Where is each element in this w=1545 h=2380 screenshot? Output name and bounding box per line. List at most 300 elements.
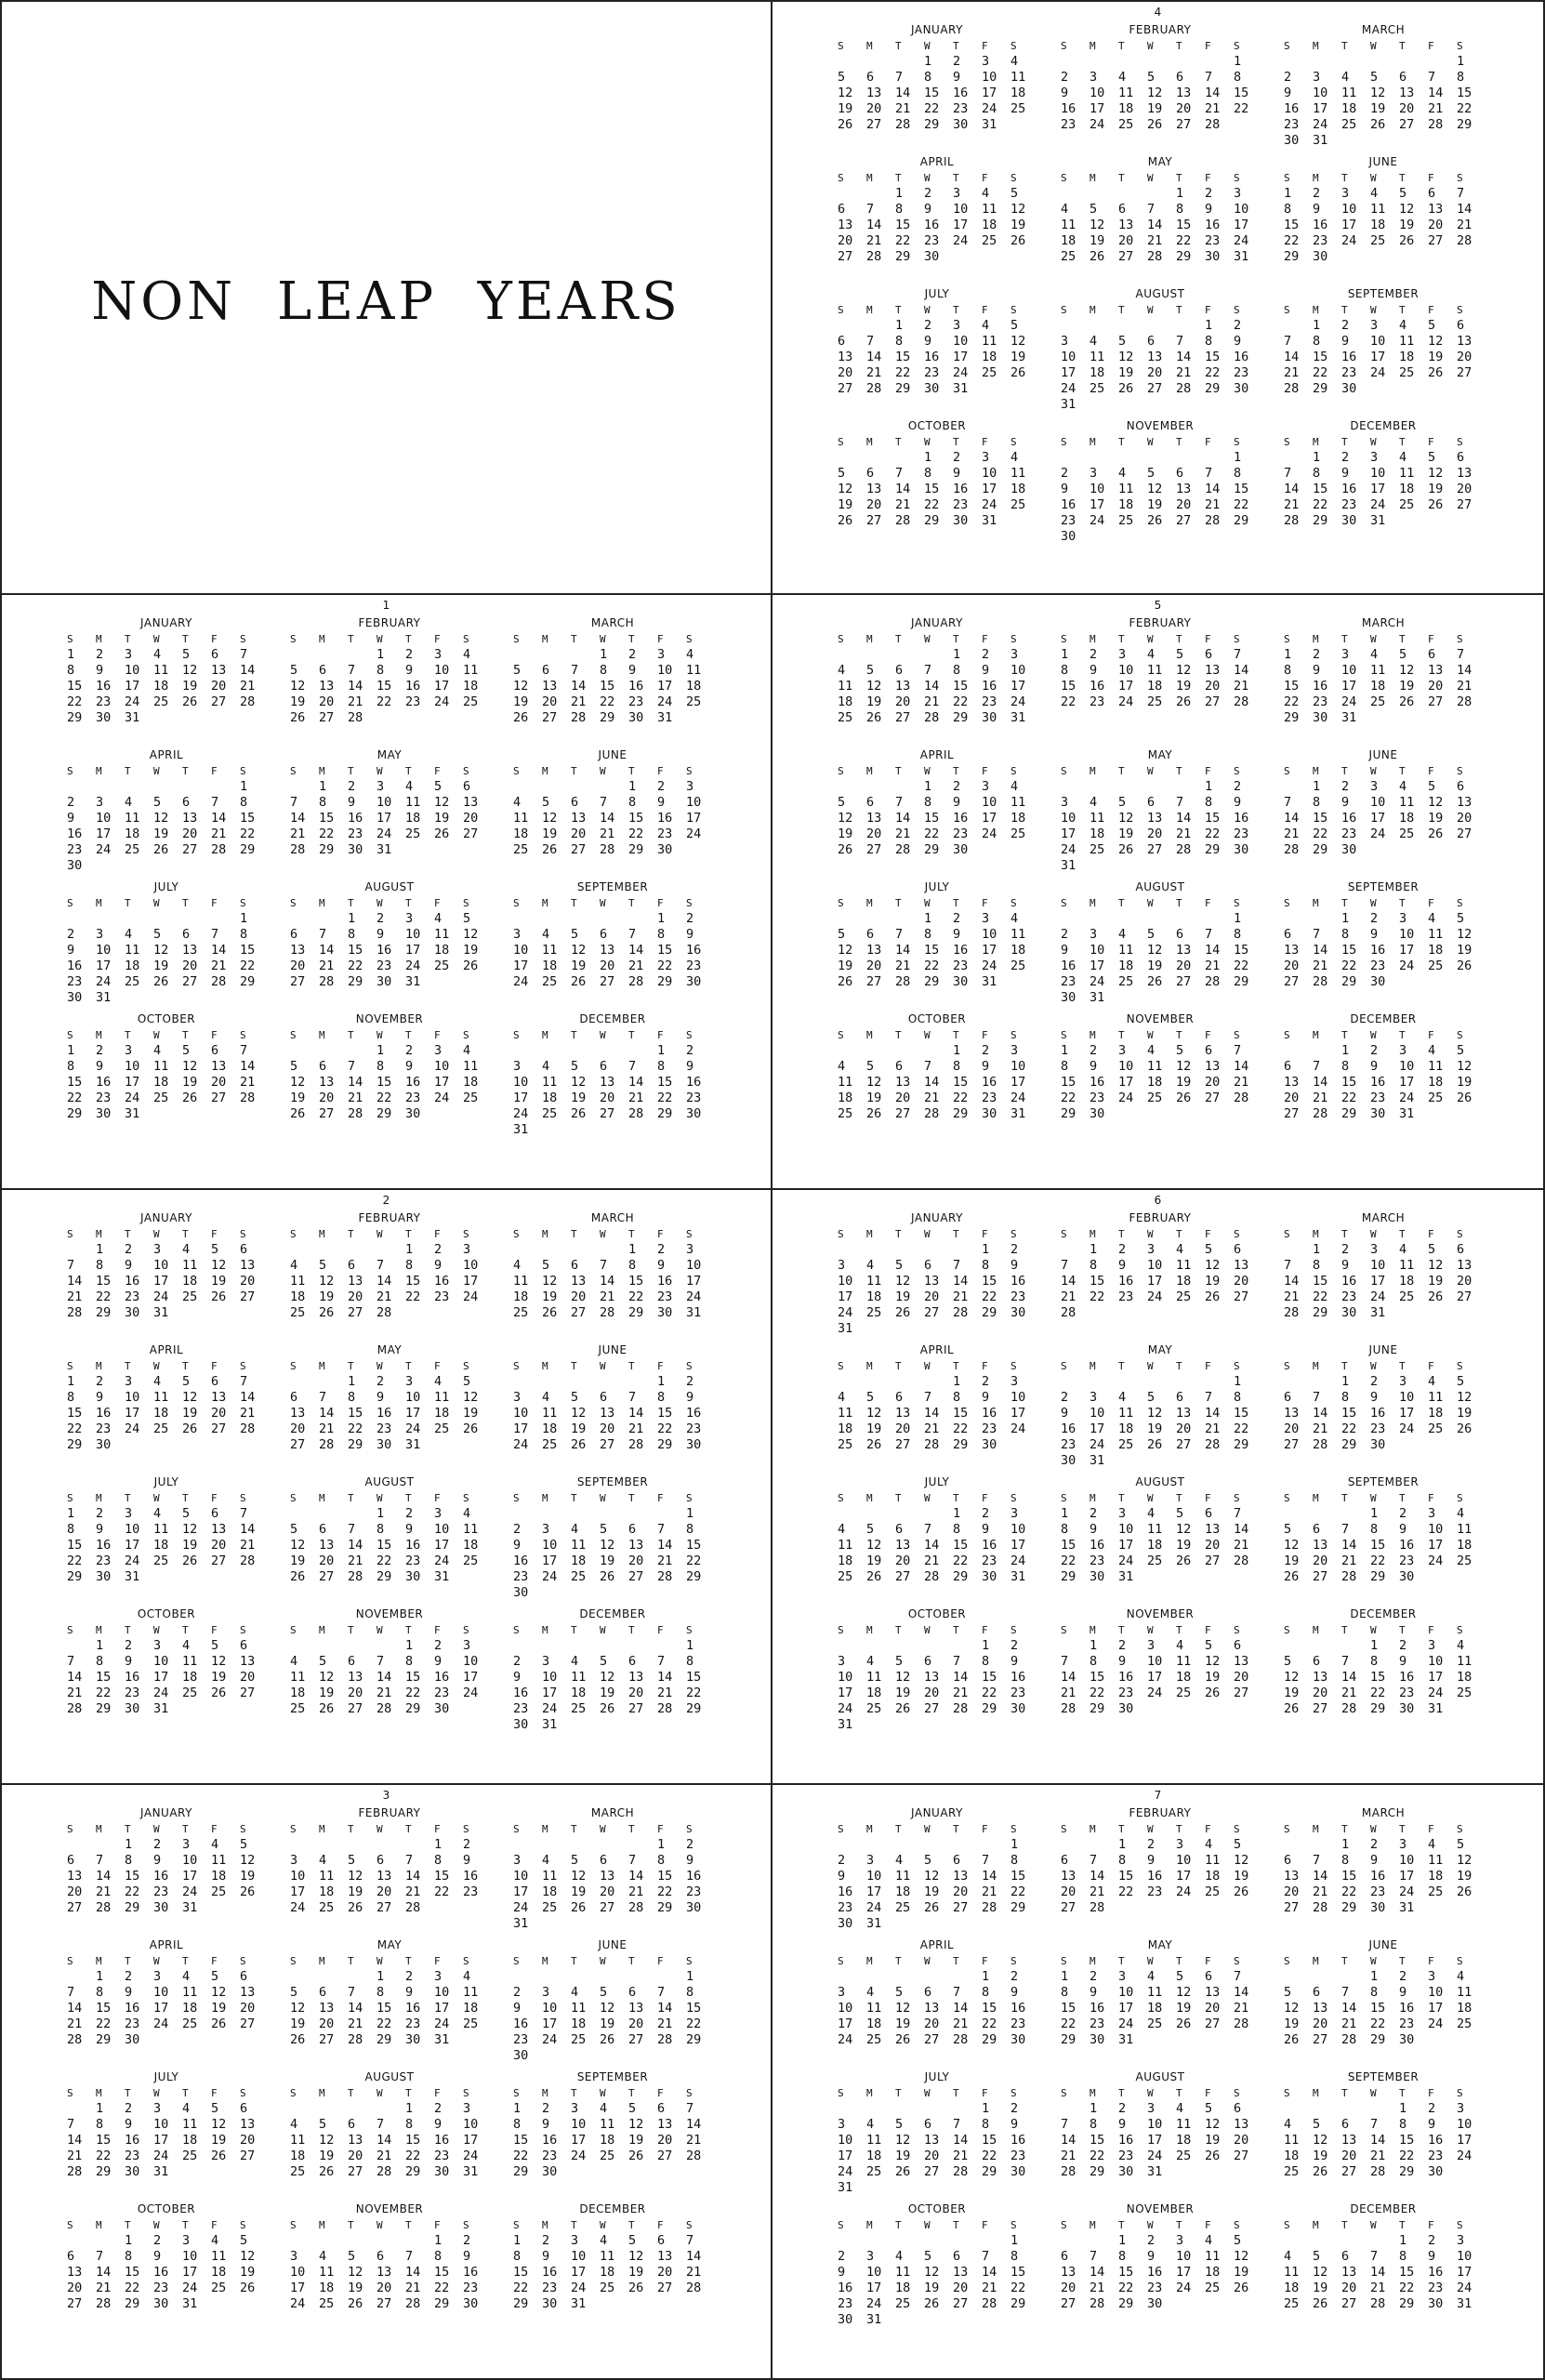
day-number: 25 (1399, 365, 1415, 380)
day-number: 6 (600, 1390, 608, 1405)
day-number: 14 (600, 1274, 615, 1289)
day-number: 1 (1341, 1837, 1350, 1852)
day-number: 24 (1399, 1091, 1415, 1105)
day-number: 15 (600, 679, 615, 694)
day-number: 18 (182, 1670, 198, 1685)
day-number: 1 (895, 318, 904, 333)
weekday-header: T (1176, 40, 1182, 52)
day-number: 8 (405, 2117, 414, 2132)
day-number: 19 (628, 2133, 644, 2148)
day-number: 14 (405, 2265, 421, 2280)
day-number: 12 (866, 1075, 882, 1090)
day-number: 23 (1118, 1289, 1134, 1304)
day-number: 6 (1205, 1506, 1213, 1521)
weekday-header: F (211, 1624, 218, 1636)
month-name: NOVEMBER (355, 1012, 424, 1025)
weekday-header: F (1428, 436, 1434, 448)
day-number: 17 (153, 2001, 169, 2016)
day-number: 3 (182, 2233, 191, 2248)
weekday-header: T (571, 1823, 577, 1835)
day-number: 17 (434, 1538, 450, 1553)
day-number: 4 (153, 1506, 162, 1521)
day-number: 7 (1205, 466, 1213, 481)
month-name: JULY (924, 287, 950, 300)
day-number: 26 (1457, 1884, 1472, 1899)
weekday-header: T (1399, 633, 1406, 645)
day-number: 22 (1010, 2281, 1026, 2295)
day-number: 16 (1147, 1869, 1163, 1884)
day-number: 13 (348, 1670, 363, 1685)
day-number: 6 (1234, 1638, 1242, 1653)
day-number: 22 (434, 2281, 450, 2295)
weekday-header: W (376, 897, 383, 909)
weekday-header: T (405, 633, 412, 645)
day-number: 5 (571, 1853, 579, 1868)
day-number: 25 (513, 842, 529, 857)
day-number: 29 (434, 2296, 450, 2311)
day-number: 4 (1284, 2249, 1292, 2264)
day-number: 13 (628, 1538, 644, 1553)
weekday-header: T (405, 1029, 412, 1041)
months-grid (838, 1207, 1488, 1735)
day-number: 12 (290, 1075, 306, 1090)
empty-cell (600, 1969, 628, 1985)
day-number: 21 (1313, 959, 1328, 973)
day-number: 31 (982, 974, 997, 989)
weekday-header: S (463, 1624, 469, 1636)
day-number: 26 (182, 694, 198, 709)
day-number: 26 (1313, 2164, 1328, 2179)
weekday-header: T (571, 897, 577, 909)
day-number: 6 (319, 1522, 327, 1537)
day-number: 19 (600, 1554, 615, 1568)
day-number: 5 (1399, 647, 1407, 662)
day-number: 3 (1399, 1374, 1407, 1389)
weekday-header: S (290, 2087, 297, 2099)
day-number: 18 (1428, 1869, 1444, 1884)
day-number: 4 (1061, 202, 1069, 217)
day-number: 1 (1205, 779, 1213, 794)
day-number: 2 (405, 1969, 414, 1984)
day-number: 21 (686, 2265, 702, 2280)
empty-cell (1089, 911, 1118, 927)
day-number: 4 (866, 1985, 875, 2000)
weekday-header: F (1428, 1823, 1434, 1835)
day-number: 12 (182, 1059, 198, 1074)
day-number: 2 (125, 1638, 133, 1653)
day-grid (1061, 1821, 1262, 1916)
day-number: 1 (657, 1374, 666, 1389)
day-number: 16 (838, 1884, 853, 1899)
day-number: 25 (895, 1900, 911, 1915)
day-number: 25 (1176, 2149, 1192, 2163)
day-number: 23 (96, 1554, 112, 1568)
weekday-header: T (348, 2087, 354, 2099)
day-number: 5 (838, 466, 846, 481)
day-number: 8 (686, 1985, 694, 2000)
weekday-header: S (67, 633, 73, 645)
weekday-header: M (1313, 1029, 1319, 1041)
day-number: 7 (1234, 647, 1242, 662)
day-number: 19 (1457, 943, 1472, 958)
month-july (838, 2066, 1051, 2196)
day-number: 2 (125, 1242, 133, 1257)
day-number: 3 (542, 1985, 550, 2000)
day-number: 17 (153, 1274, 169, 1289)
day-number: 14 (1205, 482, 1221, 496)
day-number: 22 (67, 1554, 83, 1568)
day-number: 13 (1176, 482, 1192, 496)
day-number: 19 (1457, 1406, 1472, 1421)
month-december (513, 1008, 727, 1138)
day-number: 12 (1370, 86, 1386, 100)
day-number: 21 (600, 1289, 615, 1304)
day-number: 27 (542, 710, 558, 725)
weekday-header: S (240, 1955, 246, 1967)
day-number: 15 (1457, 86, 1472, 100)
day-number: 29 (1313, 513, 1328, 528)
day-number: 10 (953, 334, 969, 349)
day-number: 2 (125, 1969, 133, 1984)
empty-cell (953, 2101, 982, 2117)
day-number: 31 (182, 2296, 198, 2311)
day-number: 1 (657, 911, 666, 926)
day-number: 20 (348, 2149, 363, 2163)
empty-cell (571, 647, 600, 663)
day-number: 3 (571, 2101, 579, 2116)
weekday-header: S (1457, 1360, 1463, 1372)
day-number: 10 (405, 1390, 421, 1405)
day-number: 2 (1341, 450, 1350, 465)
day-number: 31 (982, 513, 997, 528)
weekday-header: S (838, 1823, 844, 1835)
day-number: 21 (67, 1289, 83, 1304)
weekday-header: W (376, 1624, 383, 1636)
day-number: 25 (1147, 2016, 1163, 2031)
weekday-header: T (1118, 897, 1125, 909)
empty-cell (924, 2233, 953, 2249)
day-number: 8 (1234, 1390, 1242, 1405)
weekday-header: F (982, 1029, 988, 1041)
weekday-header: F (657, 897, 664, 909)
day-number: 8 (1399, 2249, 1407, 2264)
day-number: 16 (1118, 1670, 1134, 1685)
weekday-header: M (866, 1228, 873, 1240)
day-number: 30 (1089, 1569, 1105, 1584)
empty-cell (866, 1837, 895, 1853)
month-name: MAY (1147, 1343, 1173, 1356)
month-june (1284, 744, 1498, 874)
day-number: 30 (628, 710, 644, 725)
day-number: 13 (600, 1075, 615, 1090)
day-number: 26 (1457, 959, 1472, 973)
day-number: 7 (290, 795, 298, 810)
day-number: 21 (319, 959, 335, 973)
month-february (290, 612, 504, 742)
day-number: 6 (240, 2101, 248, 2116)
day-number: 31 (513, 1122, 529, 1137)
empty-cell (924, 1969, 953, 1985)
day-number: 17 (838, 2016, 853, 2031)
day-number: 7 (1234, 1043, 1242, 1058)
day-number: 21 (895, 826, 911, 841)
day-number: 7 (1205, 1390, 1213, 1405)
day-number: 20 (600, 959, 615, 973)
day-number: 23 (1089, 2016, 1105, 2031)
day-number: 8 (1370, 1985, 1379, 2000)
day-number: 31 (1089, 990, 1105, 1005)
day-number: 21 (1234, 1538, 1249, 1553)
empty-cell (1284, 779, 1313, 795)
weekday-header: T (1118, 436, 1125, 448)
weekday-header: T (628, 1955, 635, 1967)
day-number: 7 (953, 1258, 961, 1273)
day-number: 27 (1176, 1437, 1192, 1452)
day-number: 8 (513, 2117, 522, 2132)
day-number: 24 (513, 1900, 529, 1915)
day-number: 28 (1457, 233, 1472, 248)
day-number: 29 (953, 1569, 969, 1584)
day-number: 28 (67, 1701, 83, 1716)
day-number: 12 (1176, 663, 1192, 678)
day-number: 26 (319, 2164, 335, 2179)
weekday-header: M (1089, 304, 1096, 316)
weekday-header: S (513, 1955, 520, 1967)
day-number: 29 (1313, 381, 1328, 396)
day-number: 6 (866, 70, 875, 85)
day-number: 12 (1313, 2133, 1328, 2148)
day-number: 10 (1176, 2249, 1192, 2264)
weekday-header: S (686, 1624, 693, 1636)
day-number: 15 (1234, 943, 1249, 958)
day-number: 10 (1118, 1985, 1134, 2000)
weekday-header: S (513, 1823, 520, 1835)
calendar-number: 5 (1154, 599, 1162, 612)
day-number: 4 (153, 1374, 162, 1389)
day-number: 25 (982, 233, 997, 248)
weekday-header: M (866, 897, 873, 909)
empty-cell (571, 1969, 600, 1985)
day-number: 21 (1284, 497, 1300, 512)
weekday-header: F (982, 304, 988, 316)
day-number: 3 (513, 1390, 522, 1405)
day-number: 22 (686, 2016, 702, 2031)
day-number: 16 (953, 86, 969, 100)
day-number: 3 (1089, 927, 1098, 942)
weekday-header: S (513, 1624, 520, 1636)
empty-cell (1341, 1506, 1370, 1522)
day-number: 10 (1089, 86, 1105, 100)
day-number: 1 (953, 647, 961, 662)
empty-cell (319, 647, 348, 663)
day-number: 20 (895, 1421, 911, 1436)
day-number: 24 (1428, 1686, 1444, 1700)
day-number: 10 (1370, 334, 1386, 349)
day-number: 6 (1313, 1654, 1321, 1669)
weekday-header: S (1284, 2219, 1290, 2231)
day-number: 21 (405, 1884, 421, 1899)
day-number: 5 (348, 2249, 356, 2264)
day-number: 17 (1010, 1075, 1026, 1090)
day-number: 27 (182, 842, 198, 857)
day-number: 4 (866, 1654, 875, 1669)
day-number: 17 (866, 1884, 882, 1899)
day-number: 6 (240, 1242, 248, 1257)
month-name: OCTOBER (907, 1607, 967, 1620)
day-number: 14 (96, 2265, 112, 2280)
weekday-header: F (211, 897, 218, 909)
month-june (1284, 1934, 1498, 2064)
empty-cell (1284, 1506, 1313, 1522)
day-number: 12 (182, 663, 198, 678)
day-number: 9 (405, 663, 414, 678)
day-number: 23 (153, 2281, 169, 2295)
day-number: 5 (211, 1638, 219, 1653)
day-number: 7 (1284, 1258, 1292, 1273)
day-number: 8 (1089, 1258, 1098, 1273)
day-number: 10 (542, 2001, 558, 2016)
day-number: 24 (463, 1289, 479, 1304)
day-number: 21 (1341, 1686, 1357, 1700)
weekday-header: T (1341, 1955, 1348, 1967)
day-number: 21 (866, 233, 882, 248)
month-name: JUNE (598, 1343, 627, 1356)
day-number: 3 (1118, 1043, 1127, 1058)
weekday-header: W (924, 304, 931, 316)
empty-cell (1147, 1374, 1176, 1390)
day-number: 28 (924, 710, 940, 725)
day-number: 18 (866, 1289, 882, 1304)
day-number: 2 (1061, 466, 1069, 481)
day-number: 31 (1061, 397, 1076, 412)
day-number: 30 (1341, 842, 1357, 857)
empty-cell (348, 1638, 376, 1654)
day-number: 12 (571, 1075, 587, 1090)
month-name: JULY (153, 2070, 179, 2083)
day-number: 16 (686, 1406, 702, 1421)
day-number: 20 (1205, 679, 1221, 694)
day-number: 6 (1428, 186, 1436, 201)
day-number: 13 (895, 1538, 911, 1553)
day-number: 1 (1205, 318, 1213, 333)
empty-cell (866, 54, 895, 70)
day-number: 22 (924, 959, 940, 973)
day-number: 30 (657, 842, 673, 857)
day-number: 3 (1457, 2101, 1465, 2116)
day-number: 3 (657, 647, 666, 662)
day-number: 25 (1284, 2164, 1300, 2179)
empty-cell (1118, 911, 1147, 927)
empty-cell (1313, 1374, 1341, 1390)
day-number: 29 (319, 842, 335, 857)
day-number: 4 (1089, 795, 1098, 810)
day-number: 22 (1089, 2149, 1105, 2163)
day-number: 2 (405, 1506, 414, 1521)
day-number: 28 (866, 381, 882, 396)
weekday-header: M (1313, 633, 1319, 645)
day-number: 22 (1089, 1686, 1105, 1700)
day-number: 24 (405, 959, 421, 973)
empty-cell (1341, 2101, 1370, 2117)
day-number: 24 (1089, 513, 1105, 528)
empty-cell (895, 54, 924, 70)
day-number: 23 (1399, 1686, 1415, 1700)
day-grid (290, 1490, 492, 1585)
day-number: 1 (1284, 647, 1292, 662)
day-number: 25 (838, 1569, 853, 1584)
month-name: AUGUST (1135, 2070, 1185, 2083)
weekday-header: W (376, 1029, 383, 1041)
day-number: 28 (1234, 694, 1249, 709)
day-number: 4 (1370, 647, 1379, 662)
day-number: 30 (405, 2032, 421, 2047)
day-number: 23 (376, 1421, 392, 1436)
day-number: 29 (953, 1106, 969, 1121)
day-number: 27 (1061, 2296, 1076, 2311)
day-number: 23 (96, 694, 112, 709)
day-number: 1 (982, 2101, 990, 2116)
day-number: 14 (1341, 2001, 1357, 2016)
empty-cell (376, 2233, 405, 2249)
day-number: 7 (67, 1985, 75, 2000)
day-number: 20 (838, 233, 853, 248)
day-grid (1061, 631, 1262, 710)
empty-cell (838, 1837, 866, 1853)
day-number: 1 (924, 54, 932, 69)
empty-cell (1061, 779, 1089, 795)
day-number: 30 (96, 710, 112, 725)
day-number: 30 (434, 2164, 450, 2179)
day-number: 27 (1457, 1289, 1472, 1304)
day-number: 7 (924, 663, 932, 678)
day-number: 5 (1234, 2233, 1242, 2248)
day-number: 7 (376, 1654, 385, 1669)
day-number: 26 (182, 1421, 198, 1436)
weekday-header: S (1284, 1624, 1290, 1636)
day-number: 13 (838, 350, 853, 364)
month-march (513, 612, 727, 742)
empty-cell (1284, 54, 1313, 70)
day-number: 9 (1089, 1059, 1098, 1074)
day-number: 8 (1061, 1522, 1069, 1537)
day-number: 6 (571, 795, 579, 810)
day-number: 4 (1428, 1374, 1436, 1389)
day-number: 27 (1234, 1686, 1249, 1700)
weekday-header: F (1428, 1492, 1434, 1504)
weekday-header: T (628, 897, 635, 909)
month-october (67, 2198, 281, 2328)
empty-cell (895, 1506, 924, 1522)
empty-cell (838, 647, 866, 663)
day-number: 3 (96, 927, 104, 942)
day-number: 26 (571, 1437, 587, 1452)
day-number: 29 (1341, 1106, 1357, 1121)
day-number: 31 (1399, 1106, 1415, 1121)
weekday-header: W (924, 2219, 931, 2231)
day-number: 3 (1061, 795, 1069, 810)
day-number: 25 (982, 365, 997, 380)
day-number: 18 (542, 1421, 558, 1436)
day-number: 22 (405, 2149, 421, 2163)
day-number: 28 (405, 1900, 421, 1915)
day-number: 30 (542, 2164, 558, 2179)
month-february (290, 1802, 504, 1932)
day-number: 13 (895, 1406, 911, 1421)
day-number: 8 (953, 1390, 961, 1405)
month-name: AUGUST (1135, 287, 1185, 300)
day-number: 3 (1428, 1638, 1436, 1653)
day-grid (1061, 1490, 1262, 1585)
